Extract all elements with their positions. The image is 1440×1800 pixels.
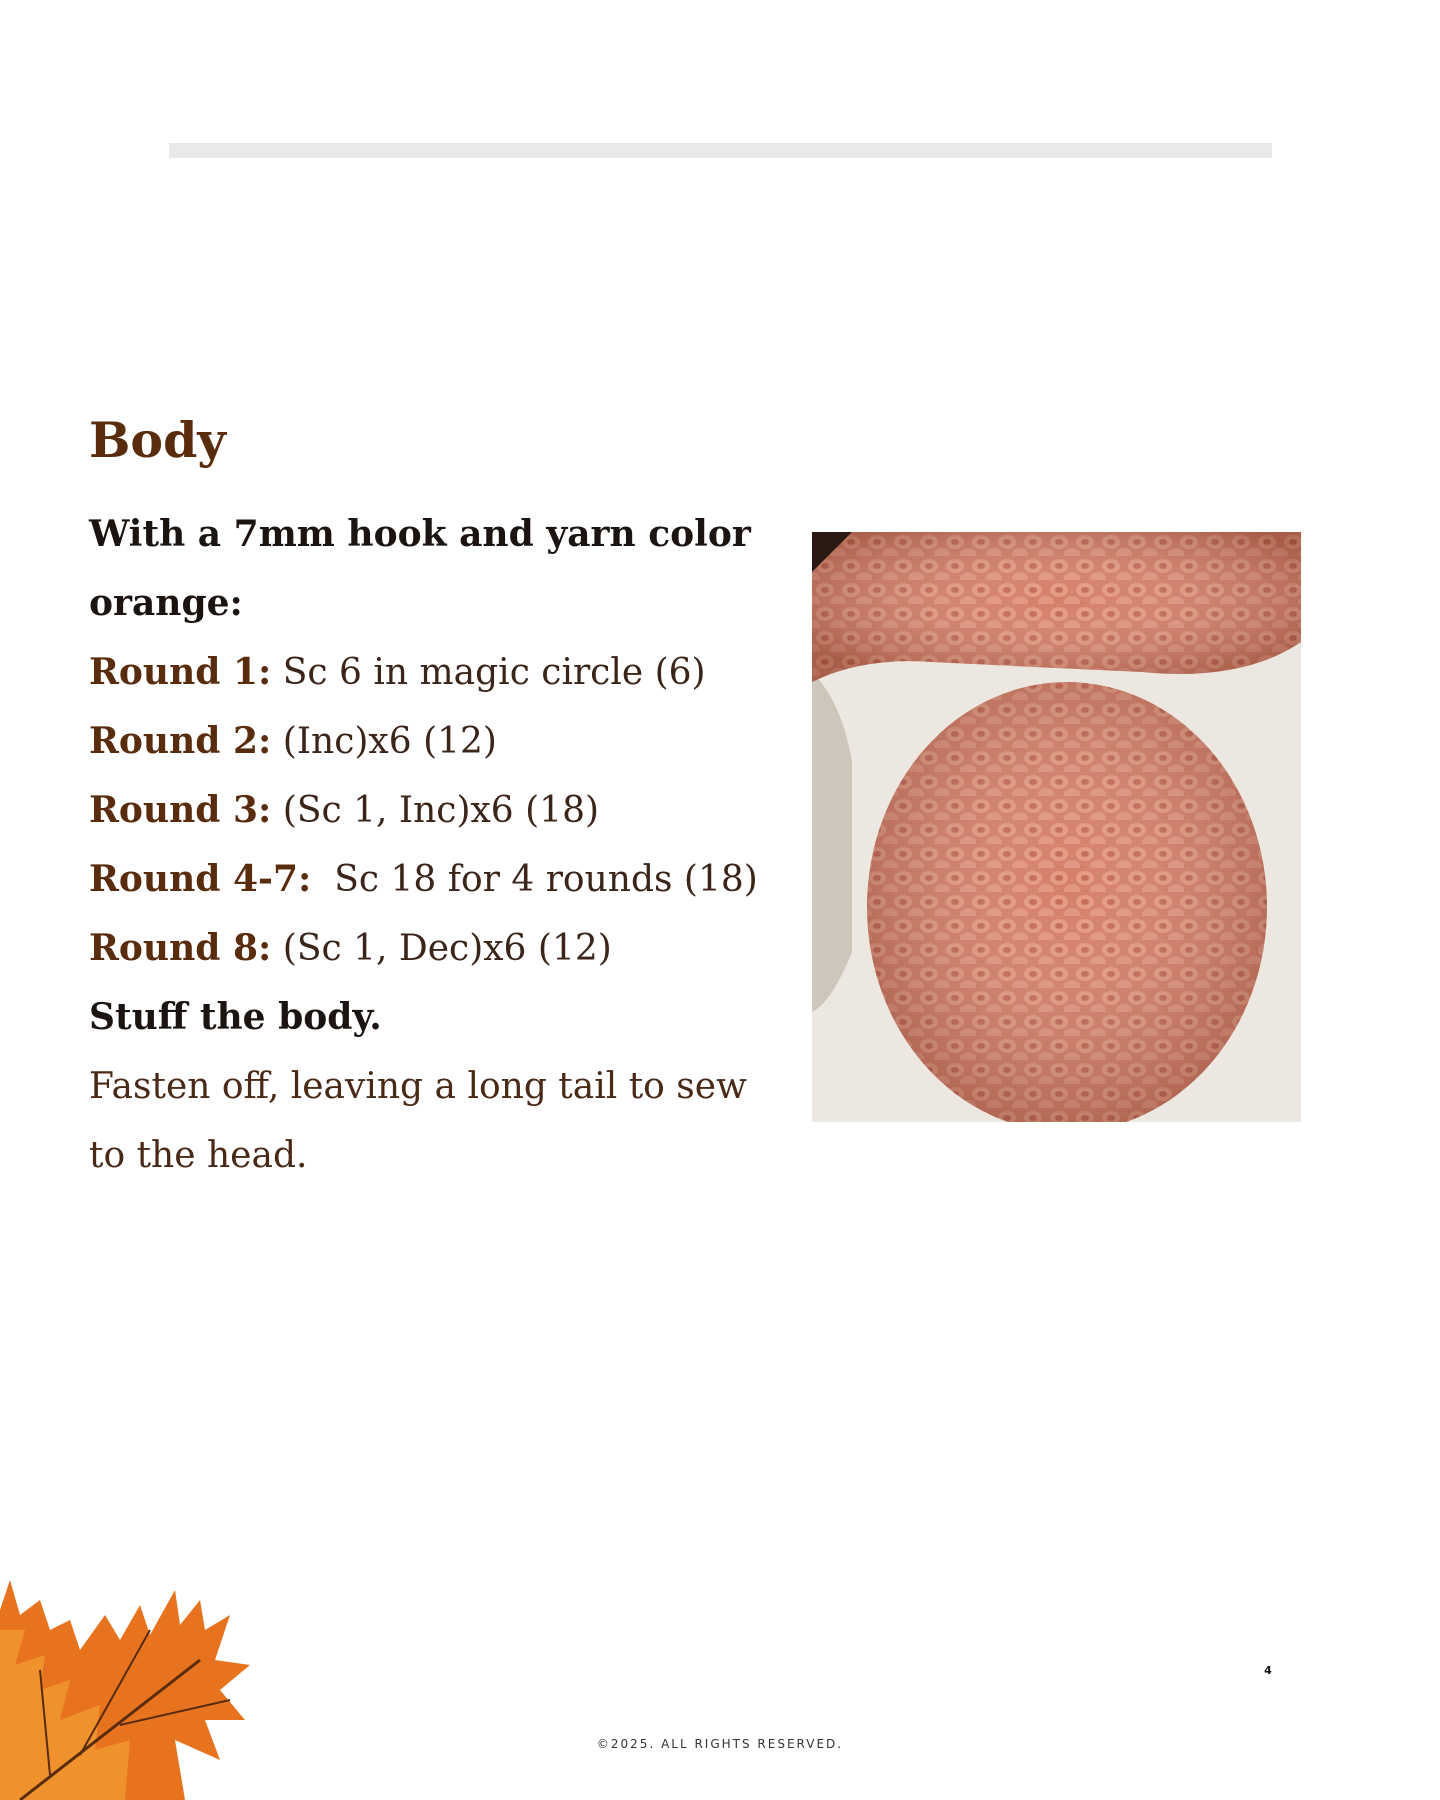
page-number: 4 xyxy=(1264,1664,1272,1677)
round-3-label: Round 3: xyxy=(89,789,272,831)
round-2 xyxy=(89,707,769,776)
stuff-instruction: Stuff the body. xyxy=(89,996,382,1038)
pattern-instructions xyxy=(89,500,769,1190)
round-3 xyxy=(89,776,769,845)
round-2-label: Round 2: xyxy=(89,720,272,762)
maple-leaf-decoration xyxy=(0,1570,270,1800)
round-8-label: Round 8: xyxy=(89,927,272,969)
fasten-instruction: Fasten off, leaving a long tail to sew to the head. xyxy=(89,1066,747,1176)
top-divider-bar xyxy=(169,143,1272,158)
round-4-7 xyxy=(89,845,769,914)
section-heading: Body xyxy=(89,411,226,469)
round-1 xyxy=(89,638,769,707)
round-8 xyxy=(89,914,769,983)
round-3-text: (Sc 1, Inc)x6 (18) xyxy=(271,790,600,831)
round-8-text: (Sc 1, Dec)x6 (12) xyxy=(271,928,612,969)
round-4-7-label: Round 4-7: xyxy=(89,858,312,900)
copyright-notice: ©2025. ALL RIGHTS RESERVED. xyxy=(596,1737,844,1751)
round-4-7-text: Sc 18 for 4 rounds (18) xyxy=(311,859,758,900)
intro-instruction: With a 7mm hook and yarn color orange: xyxy=(89,513,751,624)
round-2-text: (Inc)x6 (12) xyxy=(271,721,497,762)
maple-leaf-icon xyxy=(0,1570,270,1800)
round-1-label: Round 1: xyxy=(89,651,272,693)
round-1-text: Sc 6 in magic circle (6) xyxy=(271,652,706,693)
crocheted-body-photo xyxy=(812,532,1301,1122)
